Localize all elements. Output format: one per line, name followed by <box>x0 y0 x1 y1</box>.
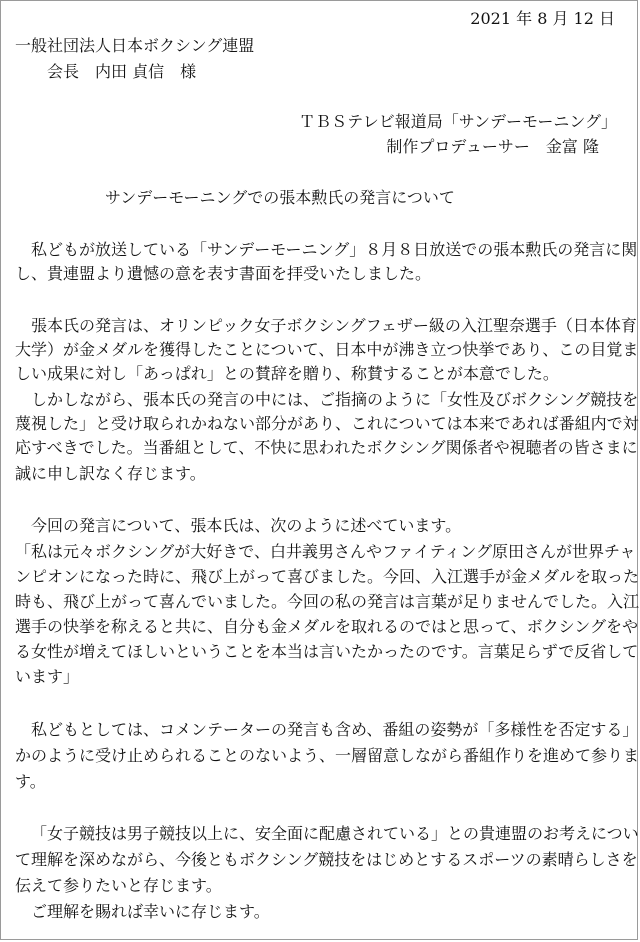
letter-subject: サンデーモーニングでの張本勲氏の発言について <box>105 188 455 207</box>
quote-line: ンピオンになった時に、飛び上がって喜びました。今回、入江選手が金メダルを取った <box>15 567 640 586</box>
letter-date: 2021 年 8 月 12 日 <box>470 9 615 28</box>
body-line: かのように受け止められることのないよう、一層留意しながら番組作りを進めて参りま <box>15 746 640 765</box>
body-line: 張本氏の発言は、オリンピック女子ボクシングフェザー級の入江聖奈選手（日本体育 <box>31 316 637 335</box>
quote-line: 選手の快挙を称えると共に、自分も金メダルを取れるのではと思って、ボクシングをや <box>15 617 638 636</box>
body-line: 蔑視した」と受け取られかねない部分があり、これについては本来であれば番組内で対 <box>15 414 639 433</box>
body-line: す。 <box>15 772 46 791</box>
body-line: 伝えて参りたいと存じます。 <box>15 876 222 895</box>
body-line: 私どもが放送している「サンデーモーニング」８月８日放送での張本勲氏の発言に関 <box>31 240 638 259</box>
quote-line: 時も、飛び上がって喜んでいました。今回の私の発言は言葉が足りませんでした。入江 <box>15 592 640 611</box>
quote-line: います」 <box>15 667 80 686</box>
body-line: しい成果に対し「あっぱれ」との賛辞を贈り、称賛することが本意でした。 <box>15 364 559 383</box>
body-line: しかしながら、張本氏の発言の中には、ご指摘のように「女性及びボクシング競技を <box>31 390 639 409</box>
recipient-name: 会長 内田 貞信 様 <box>47 62 197 81</box>
sender-name: 制作プロデューサー 金富 隆 <box>386 137 599 156</box>
body-line: 応すべきでした。当番組として、不快に思われたボクシング関係者や視聴者の皆さまに <box>15 438 638 457</box>
body-line: て理解を深めながら、今後ともボクシング競技をはじめとするスポーツの素晴らしさを <box>15 850 638 869</box>
body-line: 今回の発言について、張本氏は、次のように述べています。 <box>31 516 462 535</box>
body-line: し、貴連盟より遺憾の意を表す書面を拝受いたしました。 <box>15 264 432 283</box>
body-line: 「女子競技は男子競技以上に、安全面に配慮されている」との貴連盟のお考えについ <box>31 824 639 843</box>
quote-line: 「私は元々ボクシングが大好きで、白井義男さんやファイティング原田さんが世界チャ <box>15 542 636 561</box>
body-line: 大学）が金メダルを獲得したことについて、日本中が沸き立つ快挙であり、この目覚ま <box>15 340 639 359</box>
recipient-organization: 一般社団法人日本ボクシング連盟 <box>15 36 255 55</box>
closing-line: ご理解を賜れば幸いに存じます。 <box>31 902 270 921</box>
body-line: 誠に申し訳なく存じます。 <box>15 464 206 483</box>
quote-line: る女性が増えてほしいということを本当は言いたかったのです。言葉足らずで反省して <box>15 642 639 661</box>
body-line: 私どもとしては、コメンテーターの発言も含め、番組の姿勢が「多様性を否定する」 <box>31 720 639 739</box>
sender-department: ＴＢＳテレビ報道局「サンデーモーニング」 <box>299 112 617 131</box>
